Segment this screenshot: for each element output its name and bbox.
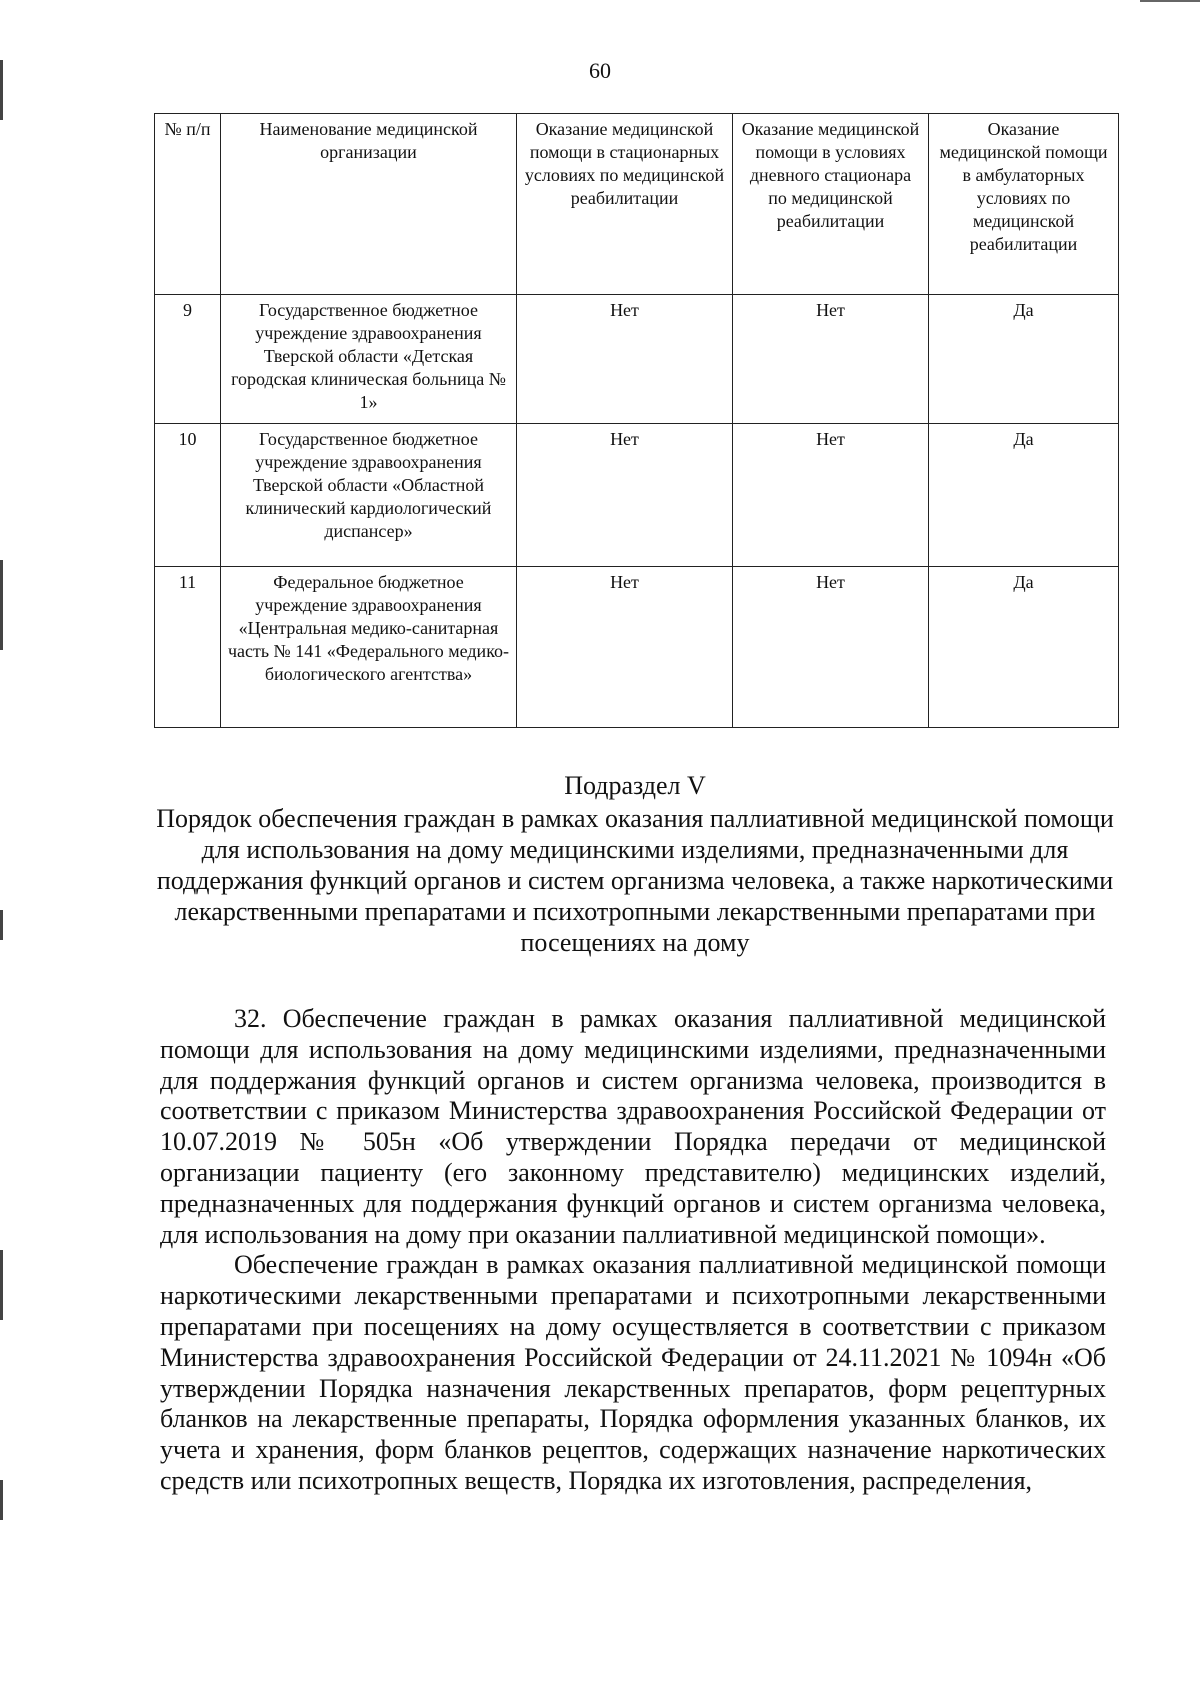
table-row [155, 567, 1119, 728]
row-number: 11 [155, 567, 221, 728]
paragraph-32: 32. Обеспечение граждан в рамках оказания паллиативной медицинской помощи для использования на дому медицинскими изделиями, предназначенными для поддержания функций органов и систем организма человека, производится в соответствии с приказом Министерства здравоохранения Российской Федерации от 10.07.2019 № 505н «Об утверждении Порядка передачи от медицинской организации пациенту (его законному представителю) медицинских изделий, предназначенных для поддержания функций органов и систем организма человека, для использования на дому при оказании паллиативной медицинской помощи». [160, 1004, 1106, 1249]
day-hospital-value: Нет [733, 567, 929, 728]
ambulatory-value: Да [929, 295, 1119, 424]
table-header-row [155, 114, 1119, 295]
stationary-value: Нет [517, 567, 733, 728]
row-number: 10 [155, 424, 221, 567]
header-ambulatory-care: Оказание медицинской помощи в амбулаторных условиях по медицинской реабилитации [929, 114, 1119, 295]
organization-name: Государственное бюджетное учреждение здравоохранения Тверской области «Детская городская клиническая больница № 1» [221, 295, 517, 424]
table-row [155, 295, 1119, 424]
scan-margin-marks [0, 0, 4, 1702]
page-number: 60 [589, 58, 611, 83]
ambulatory-value: Да [929, 567, 1119, 728]
subsection-title: Порядок обеспечения граждан в рамках оказания паллиативной медицинской помощи для использования на дому медицинскими изделиями, предназначенными для поддержания функций органов и систем организма человека, а также наркотическими лекарственными препаратами и психотропными лекарственными препаратами при посещениях на дому [156, 804, 1114, 957]
header-stationary-care: Оказание медицинской помощи в стационарных условиях по медицинской реабилитации [517, 114, 733, 295]
stationary-value: Нет [517, 424, 733, 567]
row-number: 9 [155, 295, 221, 424]
subsection-label: Подраздел V [564, 771, 706, 800]
header-organization-name: Наименование медицинской организации [221, 114, 517, 295]
organization-name: Государственное бюджетное учреждение здравоохранения Тверской области «Областной клинический кардиологический диспансер» [221, 424, 517, 567]
medical-organizations-table [154, 113, 1119, 728]
subsection-heading [150, 770, 1120, 958]
header-day-hospital-care: Оказание медицинской помощи в условиях дневного стационара по медицинской реабилитации [733, 114, 929, 295]
paragraph-narcotics: Обеспечение граждан в рамках оказания паллиативной медицинской помощи наркотическими лекарственными препаратами и психотропными лекарственными препаратами при посещениях на дому осуществляется в соответствии с приказом Министерства здравоохранения Российской Федерации от 24.11.2021 № 1094н «Об утверждении Порядка назначения лекарственных препаратов, форм рецептурных бланков на лекарственные препараты, Порядка оформления указанных бланков, их учета и хранения, форм бланков рецептов, содержащих назначение наркотических средств или психотропных веществ, Порядка их изготовления, распределения, [160, 1250, 1106, 1495]
table-row [155, 424, 1119, 567]
stationary-value: Нет [517, 295, 733, 424]
scan-edge-mark [1140, 0, 1200, 2]
organization-name: Федеральное бюджетное учреждение здравоохранения «Центральная медико-санитарная часть № 141 «Федерального медико-биологического агентства» [221, 567, 517, 728]
ambulatory-value: Да [929, 424, 1119, 567]
day-hospital-value: Нет [733, 424, 929, 567]
body-text [160, 1004, 1106, 1497]
day-hospital-value: Нет [733, 295, 929, 424]
header-number: № п/п [155, 114, 221, 295]
